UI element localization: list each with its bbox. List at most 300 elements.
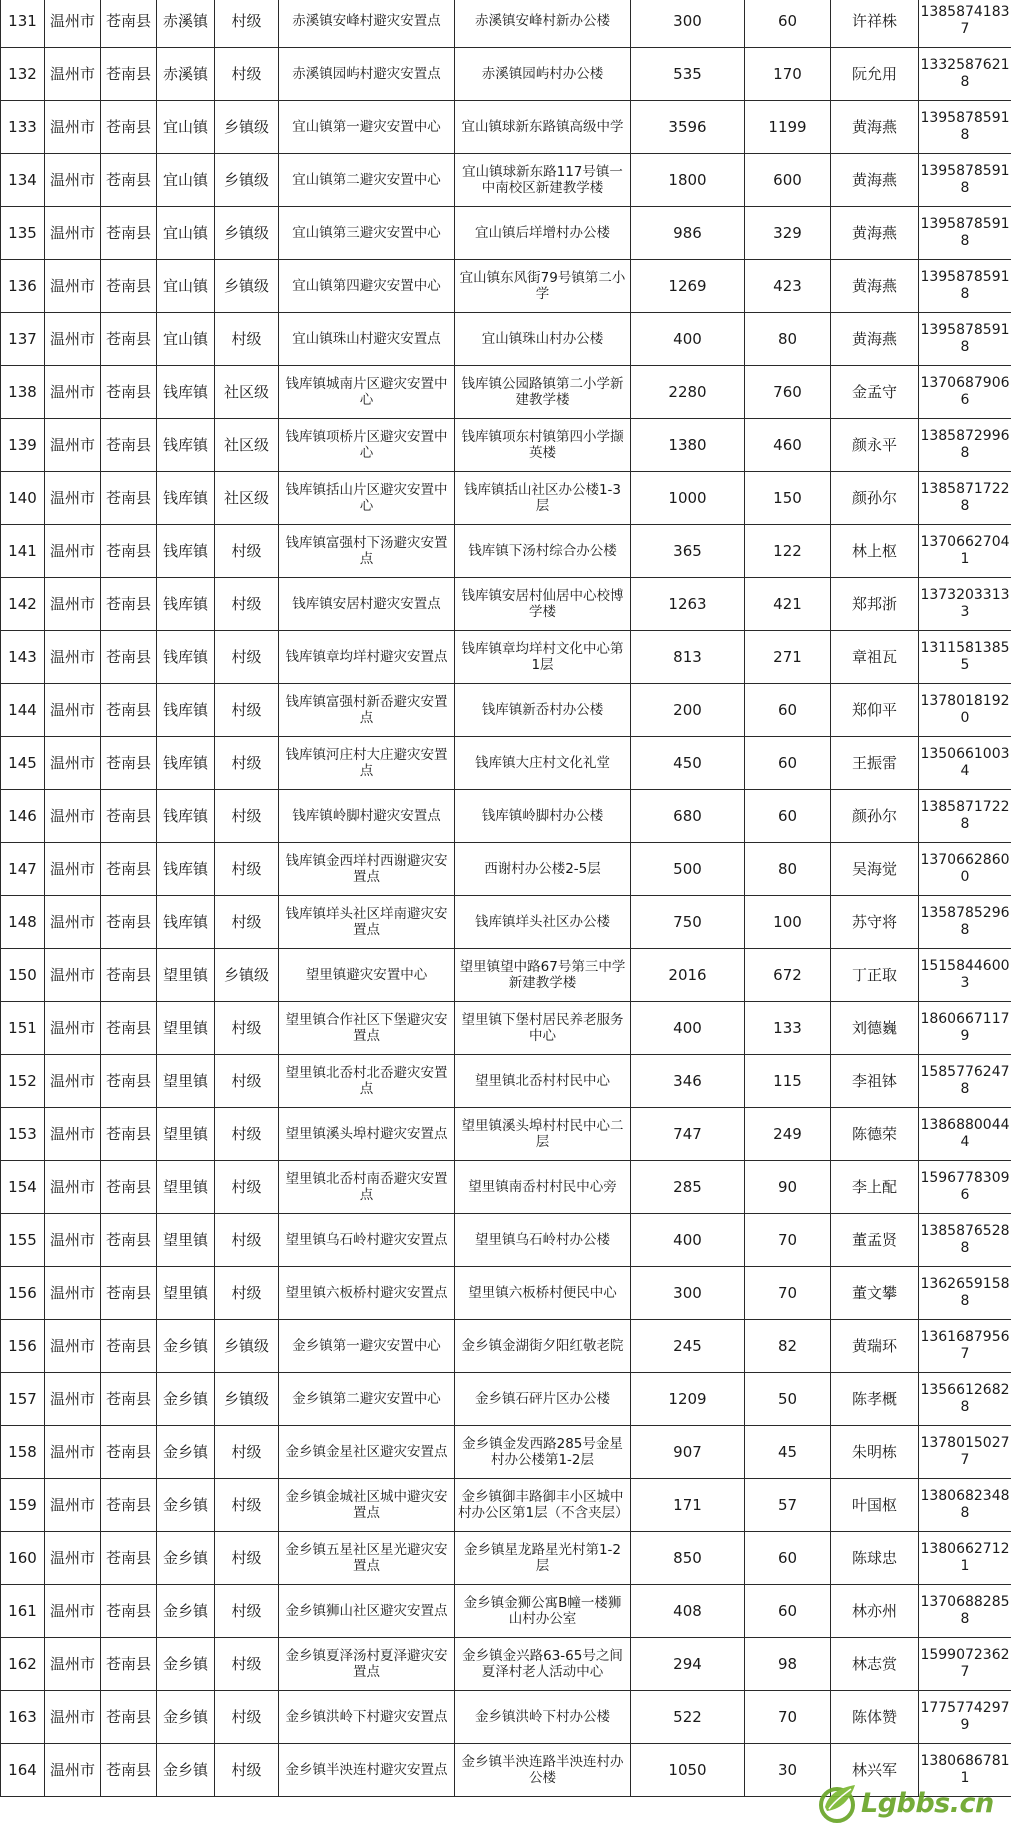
shelter-location-cell: 金乡镇半泱连路半泱连村办公楼 <box>455 1744 631 1797</box>
phone-cell: 13858717228 <box>919 790 1011 843</box>
phone-cell: 13958785918 <box>919 101 1011 154</box>
area-cell: 1263 <box>631 578 745 631</box>
table-row <box>1 1691 1011 1744</box>
city-cell: 温州市 <box>45 1267 101 1320</box>
shelter-name-cell: 钱库镇富强村下汤避灾安置点 <box>279 525 455 578</box>
town-cell: 钱库镇 <box>157 737 215 790</box>
county-cell: 苍南县 <box>101 472 157 525</box>
phone-cell: 13868800444 <box>919 1108 1011 1161</box>
town-cell: 望里镇 <box>157 1267 215 1320</box>
city-cell: 温州市 <box>45 419 101 472</box>
level-cell: 村级 <box>215 1585 279 1638</box>
capacity-cell: 150 <box>745 472 831 525</box>
county-cell: 苍南县 <box>101 48 157 101</box>
area-cell: 750 <box>631 896 745 949</box>
county-cell: 苍南县 <box>101 1108 157 1161</box>
phone-cell: 13858729968 <box>919 419 1011 472</box>
leaf-logo-icon <box>815 1781 859 1825</box>
capacity-cell: 460 <box>745 419 831 472</box>
contact-person-cell: 陈孝概 <box>831 1373 919 1426</box>
level-cell: 村级 <box>215 1161 279 1214</box>
shelter-location-cell: 钱库镇新岙村办公楼 <box>455 684 631 737</box>
county-cell: 苍南县 <box>101 578 157 631</box>
row-number-cell: 161 <box>1 1585 45 1638</box>
shelter-name-cell: 钱库镇项桥片区避灾安置中心 <box>279 419 455 472</box>
shelter-location-cell: 钱库镇大庄村文化礼堂 <box>455 737 631 790</box>
level-cell: 村级 <box>215 631 279 684</box>
row-number-cell: 143 <box>1 631 45 684</box>
area-cell: 850 <box>631 1532 745 1585</box>
shelter-name-cell: 钱库镇括山片区避灾安置中心 <box>279 472 455 525</box>
table-row <box>1 1320 1011 1373</box>
area-cell: 400 <box>631 313 745 366</box>
city-cell: 温州市 <box>45 1320 101 1373</box>
table-body <box>1 0 1011 1797</box>
contact-person-cell: 黄瑞环 <box>831 1320 919 1373</box>
city-cell: 温州市 <box>45 48 101 101</box>
county-cell: 苍南县 <box>101 1055 157 1108</box>
shelter-name-cell: 金乡镇洪岭下村避灾安置点 <box>279 1691 455 1744</box>
city-cell: 温州市 <box>45 1002 101 1055</box>
county-cell: 苍南县 <box>101 1320 157 1373</box>
capacity-cell: 50 <box>745 1373 831 1426</box>
level-cell: 村级 <box>215 843 279 896</box>
row-number-cell: 164 <box>1 1744 45 1797</box>
town-cell: 钱库镇 <box>157 419 215 472</box>
capacity-cell: 70 <box>745 1267 831 1320</box>
county-cell: 苍南县 <box>101 1479 157 1532</box>
capacity-cell: 98 <box>745 1638 831 1691</box>
county-cell: 苍南县 <box>101 154 157 207</box>
county-cell: 苍南县 <box>101 1638 157 1691</box>
phone-cell: 13626591588 <box>919 1267 1011 1320</box>
city-cell: 温州市 <box>45 260 101 313</box>
town-cell: 金乡镇 <box>157 1320 215 1373</box>
town-cell: 钱库镇 <box>157 472 215 525</box>
row-number-cell: 162 <box>1 1638 45 1691</box>
row-number-cell: 148 <box>1 896 45 949</box>
city-cell: 温州市 <box>45 154 101 207</box>
shelter-name-cell: 金乡镇夏泽汤村夏泽避灾安置点 <box>279 1638 455 1691</box>
town-cell: 金乡镇 <box>157 1585 215 1638</box>
capacity-cell: 45 <box>745 1426 831 1479</box>
level-cell: 村级 <box>215 1108 279 1161</box>
phone-cell: 13506610034 <box>919 737 1011 790</box>
level-cell: 村级 <box>215 790 279 843</box>
contact-person-cell: 李上配 <box>831 1161 919 1214</box>
table-row <box>1 1638 1011 1691</box>
shelter-name-cell: 钱库镇垟头社区垟南避灾安置点 <box>279 896 455 949</box>
town-cell: 宜山镇 <box>157 154 215 207</box>
area-cell: 535 <box>631 48 745 101</box>
contact-person-cell: 章祖瓦 <box>831 631 919 684</box>
shelter-name-cell: 钱库镇河庄村大庄避灾安置点 <box>279 737 455 790</box>
capacity-cell: 60 <box>745 1532 831 1585</box>
shelter-location-cell: 望里镇南岙村村民中心旁 <box>455 1161 631 1214</box>
county-cell: 苍南县 <box>101 1002 157 1055</box>
capacity-cell: 329 <box>745 207 831 260</box>
table-row <box>1 419 1011 472</box>
table-row <box>1 1002 1011 1055</box>
shelter-location-cell: 钱库镇岭脚村办公楼 <box>455 790 631 843</box>
county-cell: 苍南县 <box>101 1532 157 1585</box>
level-cell: 村级 <box>215 896 279 949</box>
shelter-name-cell: 钱库镇城南片区避灾安置中心 <box>279 366 455 419</box>
contact-person-cell: 黄海燕 <box>831 313 919 366</box>
shelter-location-cell: 望里镇望中路67号第三中学新建教学楼 <box>455 949 631 1002</box>
contact-person-cell: 颜永平 <box>831 419 919 472</box>
capacity-cell: 82 <box>745 1320 831 1373</box>
phone-cell: 15990723627 <box>919 1638 1011 1691</box>
area-cell: 500 <box>631 843 745 896</box>
area-cell: 813 <box>631 631 745 684</box>
contact-person-cell: 李祖钵 <box>831 1055 919 1108</box>
shelter-location-cell: 金乡镇金发西路285号金星村办公楼第1-2层 <box>455 1426 631 1479</box>
level-cell: 村级 <box>215 313 279 366</box>
phone-cell: 13958785918 <box>919 207 1011 260</box>
table-row <box>1 737 1011 790</box>
town-cell: 金乡镇 <box>157 1691 215 1744</box>
shelter-location-cell: 钱库镇项东村镇第四小学撷英楼 <box>455 419 631 472</box>
shelter-location-cell: 宜山镇后垟增村办公楼 <box>455 207 631 260</box>
town-cell: 望里镇 <box>157 1055 215 1108</box>
city-cell: 温州市 <box>45 1532 101 1585</box>
table-row <box>1 207 1011 260</box>
city-cell: 温州市 <box>45 1161 101 1214</box>
capacity-cell: 133 <box>745 1002 831 1055</box>
county-cell: 苍南县 <box>101 631 157 684</box>
level-cell: 乡镇级 <box>215 101 279 154</box>
phone-cell: 15967783096 <box>919 1161 1011 1214</box>
shelter-name-cell: 望里镇避灾安置中心 <box>279 949 455 1002</box>
town-cell: 钱库镇 <box>157 631 215 684</box>
town-cell: 钱库镇 <box>157 896 215 949</box>
contact-person-cell: 黄海燕 <box>831 260 919 313</box>
shelter-name-cell: 金乡镇金城社区城中避灾安置点 <box>279 1479 455 1532</box>
county-cell: 苍南县 <box>101 790 157 843</box>
shelter-location-cell: 钱库镇公园路镇第二小学新建教学楼 <box>455 366 631 419</box>
table-row <box>1 366 1011 419</box>
contact-person-cell: 黄海燕 <box>831 154 919 207</box>
level-cell: 村级 <box>215 1479 279 1532</box>
row-number-cell: 156 <box>1 1267 45 1320</box>
county-cell: 苍南县 <box>101 1373 157 1426</box>
level-cell: 村级 <box>215 1055 279 1108</box>
table-row <box>1 154 1011 207</box>
row-number-cell: 139 <box>1 419 45 472</box>
row-number-cell: 138 <box>1 366 45 419</box>
phone-cell: 13115813855 <box>919 631 1011 684</box>
town-cell: 望里镇 <box>157 949 215 1002</box>
table-row <box>1 843 1011 896</box>
row-number-cell: 146 <box>1 790 45 843</box>
capacity-cell: 423 <box>745 260 831 313</box>
city-cell: 温州市 <box>45 896 101 949</box>
shelter-location-cell: 西谢村办公楼2-5层 <box>455 843 631 896</box>
capacity-cell: 249 <box>745 1108 831 1161</box>
area-cell: 1209 <box>631 1373 745 1426</box>
city-cell: 温州市 <box>45 313 101 366</box>
level-cell: 村级 <box>215 1002 279 1055</box>
town-cell: 宜山镇 <box>157 260 215 313</box>
level-cell: 社区级 <box>215 419 279 472</box>
county-cell: 苍南县 <box>101 843 157 896</box>
table-row <box>1 1214 1011 1267</box>
county-cell: 苍南县 <box>101 207 157 260</box>
county-cell: 苍南县 <box>101 896 157 949</box>
area-cell: 1269 <box>631 260 745 313</box>
contact-person-cell: 王振雷 <box>831 737 919 790</box>
contact-person-cell: 吴海觉 <box>831 843 919 896</box>
shelter-location-cell: 望里镇下堡村居民养老服务中心 <box>455 1002 631 1055</box>
phone-cell: 13958785918 <box>919 154 1011 207</box>
shelter-location-cell: 钱库镇安居村仙居中心校博学楼 <box>455 578 631 631</box>
level-cell: 村级 <box>215 684 279 737</box>
row-number-cell: 154 <box>1 1161 45 1214</box>
county-cell: 苍南县 <box>101 1267 157 1320</box>
area-cell: 2280 <box>631 366 745 419</box>
shelter-name-cell: 钱库镇章均垟村避灾安置点 <box>279 631 455 684</box>
row-number-cell: 136 <box>1 260 45 313</box>
contact-person-cell: 丁正取 <box>831 949 919 1002</box>
county-cell: 苍南县 <box>101 525 157 578</box>
phone-cell: 17757742979 <box>919 1691 1011 1744</box>
phone-cell: 13858765288 <box>919 1214 1011 1267</box>
area-cell: 400 <box>631 1214 745 1267</box>
area-cell: 200 <box>631 684 745 737</box>
contact-person-cell: 苏守将 <box>831 896 919 949</box>
town-cell: 钱库镇 <box>157 525 215 578</box>
capacity-cell: 1199 <box>745 101 831 154</box>
contact-person-cell: 阮允用 <box>831 48 919 101</box>
shelter-location-cell: 宜山镇东风街79号镇第二小学 <box>455 260 631 313</box>
contact-person-cell: 林上枢 <box>831 525 919 578</box>
town-cell: 望里镇 <box>157 1214 215 1267</box>
city-cell: 温州市 <box>45 1691 101 1744</box>
town-cell: 钱库镇 <box>157 790 215 843</box>
city-cell: 温州市 <box>45 1214 101 1267</box>
town-cell: 金乡镇 <box>157 1638 215 1691</box>
shelter-location-cell: 钱库镇括山社区办公楼1-3层 <box>455 472 631 525</box>
phone-cell: 13587852968 <box>919 896 1011 949</box>
county-cell: 苍南县 <box>101 1214 157 1267</box>
level-cell: 乡镇级 <box>215 949 279 1002</box>
phone-cell: 13780150277 <box>919 1426 1011 1479</box>
area-cell: 171 <box>631 1479 745 1532</box>
town-cell: 宜山镇 <box>157 313 215 366</box>
contact-person-cell: 许祥株 <box>831 0 919 48</box>
watermark-text: Lgbbs.cn <box>861 1787 994 1819</box>
shelter-location-cell: 金乡镇御丰路御丰小区城中村办公区第1层（不含夹层） <box>455 1479 631 1532</box>
table-row <box>1 631 1011 684</box>
site-watermark <box>815 1777 1005 1829</box>
phone-cell: 13706628600 <box>919 843 1011 896</box>
phone-cell: 13780181920 <box>919 684 1011 737</box>
shelter-name-cell: 望里镇北岙村北岙避灾安置点 <box>279 1055 455 1108</box>
level-cell: 村级 <box>215 1532 279 1585</box>
row-number-cell: 137 <box>1 313 45 366</box>
shelter-name-cell: 金乡镇第二避灾安置中心 <box>279 1373 455 1426</box>
shelter-location-cell: 金乡镇金狮公寓B幢一楼狮山村办公室 <box>455 1585 631 1638</box>
phone-cell: 13806823488 <box>919 1479 1011 1532</box>
contact-person-cell: 叶国枢 <box>831 1479 919 1532</box>
capacity-cell: 30 <box>745 1744 831 1797</box>
table-row <box>1 260 1011 313</box>
area-cell: 907 <box>631 1426 745 1479</box>
table-row <box>1 896 1011 949</box>
level-cell: 村级 <box>215 737 279 790</box>
area-cell: 1000 <box>631 472 745 525</box>
level-cell: 乡镇级 <box>215 260 279 313</box>
phone-cell: 13706882858 <box>919 1585 1011 1638</box>
shelter-location-cell: 钱库镇章均垟村文化中心第1层 <box>455 631 631 684</box>
shelter-name-cell: 钱库镇金西垟村西谢避灾安置点 <box>279 843 455 896</box>
capacity-cell: 57 <box>745 1479 831 1532</box>
city-cell: 温州市 <box>45 472 101 525</box>
phone-cell: 13958785918 <box>919 260 1011 313</box>
row-number-cell: 147 <box>1 843 45 896</box>
table-row <box>1 1585 1011 1638</box>
row-number-cell: 157 <box>1 1373 45 1426</box>
row-number-cell: 151 <box>1 1002 45 1055</box>
row-number-cell: 152 <box>1 1055 45 1108</box>
county-cell: 苍南县 <box>101 949 157 1002</box>
shelter-location-cell: 宜山镇球新东路镇高级中学 <box>455 101 631 154</box>
town-cell: 钱库镇 <box>157 843 215 896</box>
town-cell: 赤溪镇 <box>157 48 215 101</box>
city-cell: 温州市 <box>45 578 101 631</box>
county-cell: 苍南县 <box>101 366 157 419</box>
county-cell: 苍南县 <box>101 313 157 366</box>
level-cell: 村级 <box>215 525 279 578</box>
level-cell: 村级 <box>215 578 279 631</box>
shelter-location-cell: 赤溪镇安峰村新办公楼 <box>455 0 631 48</box>
town-cell: 钱库镇 <box>157 578 215 631</box>
contact-person-cell: 黄海燕 <box>831 207 919 260</box>
capacity-cell: 80 <box>745 313 831 366</box>
contact-person-cell: 颜孙尔 <box>831 790 919 843</box>
area-cell: 365 <box>631 525 745 578</box>
capacity-cell: 60 <box>745 684 831 737</box>
county-cell: 苍南县 <box>101 1426 157 1479</box>
shelter-name-cell: 赤溪镇安峰村避灾安置点 <box>279 0 455 48</box>
level-cell: 村级 <box>215 1744 279 1797</box>
row-number-cell: 133 <box>1 101 45 154</box>
phone-cell: 15857762478 <box>919 1055 1011 1108</box>
shelter-location-cell: 钱库镇垟头社区办公楼 <box>455 896 631 949</box>
shelter-location-cell: 金乡镇星龙路星光村第1-2层 <box>455 1532 631 1585</box>
county-cell: 苍南县 <box>101 101 157 154</box>
shelter-location-cell: 望里镇六板桥村便民中心 <box>455 1267 631 1320</box>
phone-cell: 13858717228 <box>919 472 1011 525</box>
level-cell: 村级 <box>215 1214 279 1267</box>
city-cell: 温州市 <box>45 737 101 790</box>
shelter-location-cell: 金乡镇洪岭下村办公楼 <box>455 1691 631 1744</box>
row-number-cell: 155 <box>1 1214 45 1267</box>
table-row <box>1 1267 1011 1320</box>
level-cell: 乡镇级 <box>215 207 279 260</box>
table-row <box>1 1532 1011 1585</box>
shelter-name-cell: 望里镇北岙村南岙避灾安置点 <box>279 1161 455 1214</box>
phone-cell: 13732033133 <box>919 578 1011 631</box>
shelter-name-cell: 宜山镇第三避灾安置中心 <box>279 207 455 260</box>
capacity-cell: 672 <box>745 949 831 1002</box>
county-cell: 苍南县 <box>101 419 157 472</box>
phone-cell: 13616879567 <box>919 1320 1011 1373</box>
area-cell: 1800 <box>631 154 745 207</box>
town-cell: 宜山镇 <box>157 207 215 260</box>
phone-cell: 13566126828 <box>919 1373 1011 1426</box>
city-cell: 温州市 <box>45 1585 101 1638</box>
phone-cell: 13325876218 <box>919 48 1011 101</box>
row-number-cell: 140 <box>1 472 45 525</box>
area-cell: 285 <box>631 1161 745 1214</box>
area-cell: 408 <box>631 1585 745 1638</box>
level-cell: 乡镇级 <box>215 1373 279 1426</box>
county-cell: 苍南县 <box>101 1161 157 1214</box>
table-row <box>1 949 1011 1002</box>
table-row <box>1 101 1011 154</box>
row-number-cell: 160 <box>1 1532 45 1585</box>
capacity-cell: 600 <box>745 154 831 207</box>
city-cell: 温州市 <box>45 0 101 48</box>
town-cell: 望里镇 <box>157 1161 215 1214</box>
phone-cell: 13806867811 <box>919 1744 1011 1797</box>
area-cell: 400 <box>631 1002 745 1055</box>
contact-person-cell: 陈德荣 <box>831 1108 919 1161</box>
table-row <box>1 684 1011 737</box>
city-cell: 温州市 <box>45 1638 101 1691</box>
level-cell: 乡镇级 <box>215 154 279 207</box>
area-cell: 522 <box>631 1691 745 1744</box>
capacity-cell: 80 <box>745 843 831 896</box>
city-cell: 温州市 <box>45 1373 101 1426</box>
table-row <box>1 1161 1011 1214</box>
town-cell: 望里镇 <box>157 1002 215 1055</box>
level-cell: 村级 <box>215 0 279 48</box>
town-cell: 望里镇 <box>157 1108 215 1161</box>
town-cell: 赤溪镇 <box>157 0 215 48</box>
shelter-name-cell: 金乡镇狮山社区避灾安置点 <box>279 1585 455 1638</box>
table-row <box>1 578 1011 631</box>
county-cell: 苍南县 <box>101 1585 157 1638</box>
area-cell: 1380 <box>631 419 745 472</box>
shelter-location-cell: 金乡镇金兴路63-65号之间夏泽村老人活动中心 <box>455 1638 631 1691</box>
capacity-cell: 115 <box>745 1055 831 1108</box>
row-number-cell: 163 <box>1 1691 45 1744</box>
capacity-cell: 70 <box>745 1214 831 1267</box>
phone-cell: 13706879066 <box>919 366 1011 419</box>
capacity-cell: 170 <box>745 48 831 101</box>
shelter-name-cell: 宜山镇第二避灾安置中心 <box>279 154 455 207</box>
county-cell: 苍南县 <box>101 684 157 737</box>
area-cell: 747 <box>631 1108 745 1161</box>
shelter-name-cell: 望里镇溪头埠村避灾安置点 <box>279 1108 455 1161</box>
county-cell: 苍南县 <box>101 737 157 790</box>
level-cell: 乡镇级 <box>215 1320 279 1373</box>
shelter-name-cell: 望里镇六板桥村避灾安置点 <box>279 1267 455 1320</box>
phone-cell: 18606671179 <box>919 1002 1011 1055</box>
shelter-name-cell: 望里镇乌石岭村避灾安置点 <box>279 1214 455 1267</box>
area-cell: 346 <box>631 1055 745 1108</box>
city-cell: 温州市 <box>45 101 101 154</box>
level-cell: 社区级 <box>215 472 279 525</box>
town-cell: 金乡镇 <box>157 1426 215 1479</box>
city-cell: 温州市 <box>45 684 101 737</box>
capacity-cell: 70 <box>745 1691 831 1744</box>
shelter-location-cell: 望里镇溪头埠村村民中心二层 <box>455 1108 631 1161</box>
city-cell: 温州市 <box>45 1108 101 1161</box>
